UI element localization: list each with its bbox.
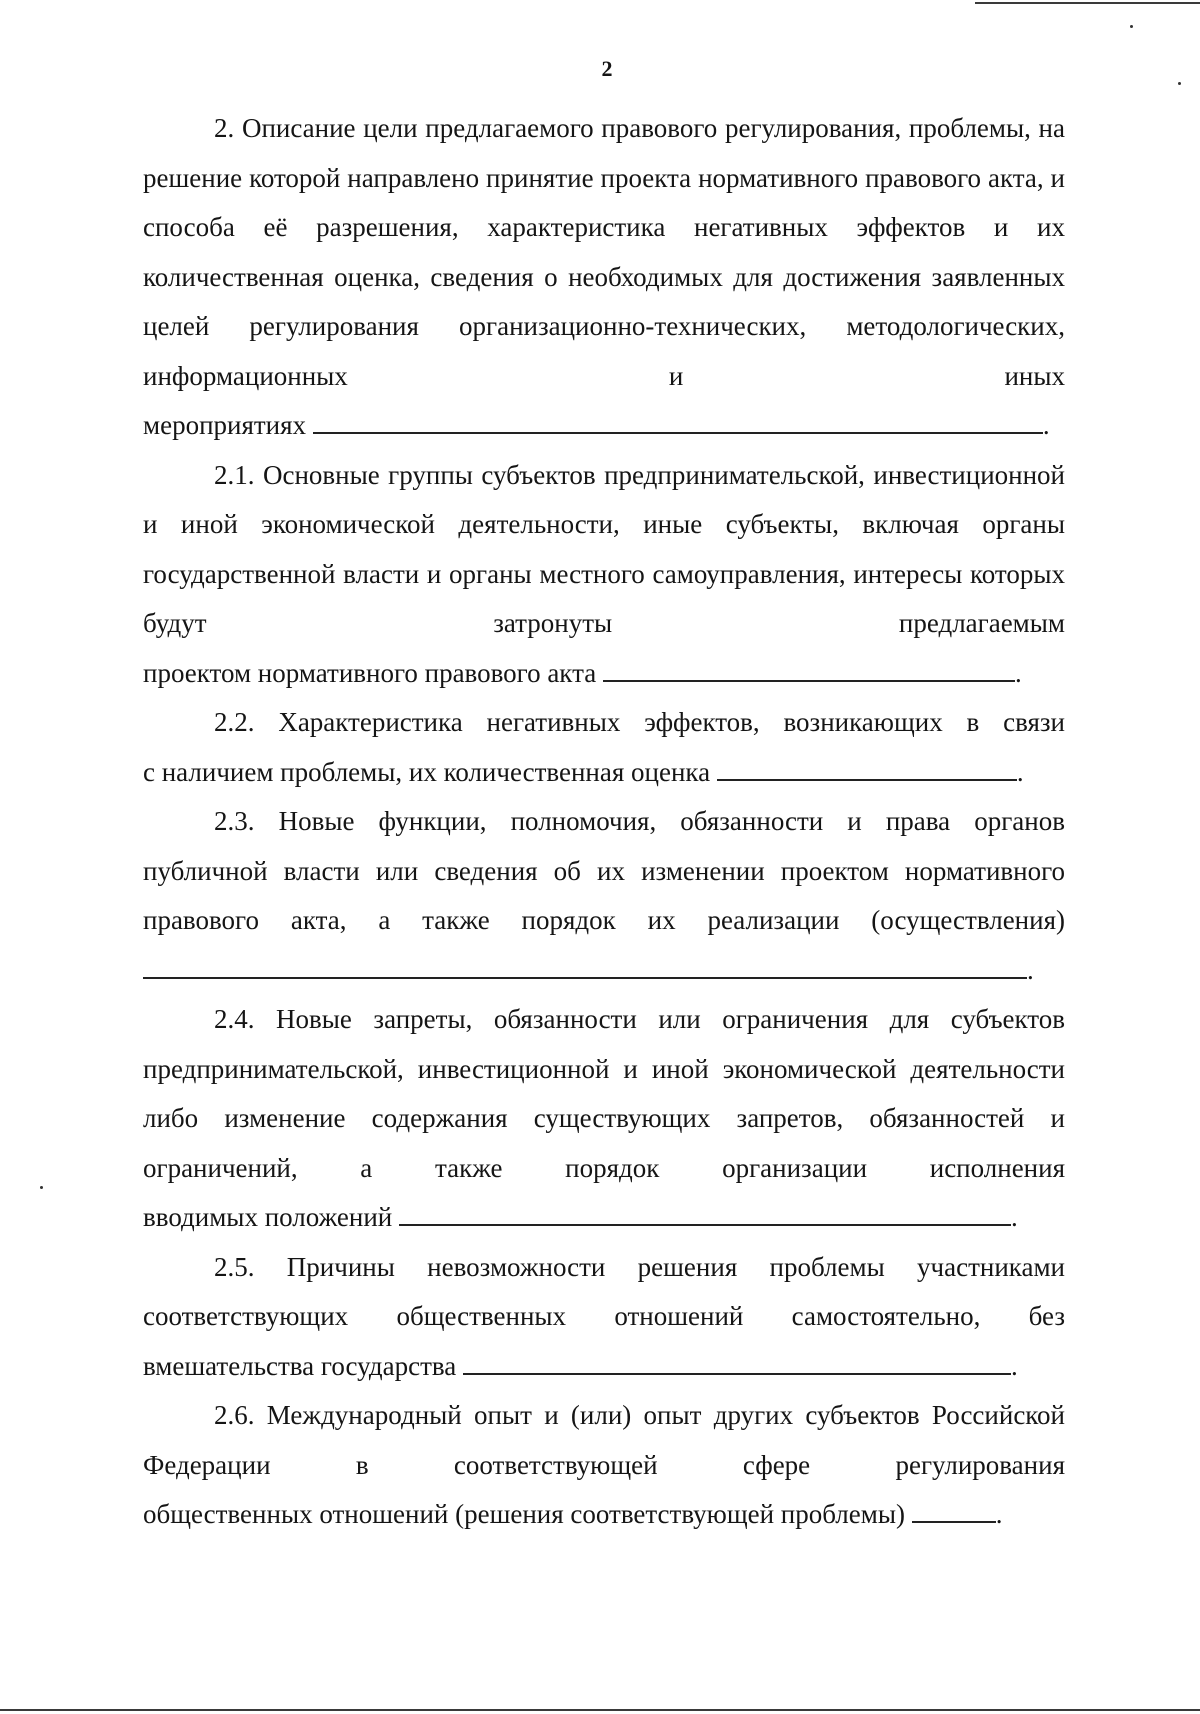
section-2-4-last-line-text: вводимых положений	[143, 1202, 393, 1232]
section-2-2-end-mark: .	[1016, 756, 1024, 787]
fill-in-blank	[717, 755, 1017, 781]
section-2-2-text: 2.2. Характеристика негативных эффектов, возникающих в связи	[214, 707, 1065, 737]
section-2-5-last-line-text: вмешательства государства	[143, 1350, 457, 1381]
fill-in-blank	[143, 953, 1027, 979]
scan-edge-line-bottom	[0, 1709, 1200, 1711]
section-2-1-text: 2.1. Основные группы субъектов предпринимательской, инвестиционной и иной экономической деятельности, иные субъекты, включая органы государственной власти и органы местного самоуправления, интересы которых будут затронуты предлагаемым	[143, 459, 1065, 638]
section-2-2-last-line-text: с наличием проблемы, их количественная оценка	[143, 756, 711, 787]
scan-speck	[1178, 82, 1181, 85]
scan-speck	[1130, 25, 1133, 28]
section-2-1-end-mark: .	[1014, 657, 1022, 688]
section-2-5-text: 2.5. Причины невозможности решения проблемы участниками соответствующих общественных отношений самостоятельно, без	[143, 1251, 1065, 1331]
section-2-5-end-mark: .	[1011, 1350, 1018, 1381]
section-2-6-last-line	[143, 1490, 1065, 1540]
fill-in-blank	[912, 1497, 996, 1523]
fill-in-blank	[313, 408, 1043, 434]
section-2-6-end-mark: .	[995, 1499, 1003, 1529]
section-2-last-line-text: мероприятиях	[143, 410, 307, 440]
section-2-5-last-line	[143, 1342, 1065, 1392]
section-2-4-text: 2.4. Новые запреты, обязанности или ограничения для субъектов предпринимательской, инвестиционной и иной экономической деятельности либо изменение содержания существующих запретов, обязанностей и ограничений, а также порядок организации исполнения	[143, 1004, 1065, 1183]
fill-in-blank	[603, 656, 1015, 682]
section-2-6-last-line-text: общественных отношений (решения соответствующей проблемы)	[143, 1499, 905, 1529]
page-number: 2	[601, 56, 613, 81]
scan-edge-line-top	[975, 2, 1200, 4]
section-2-end-mark: .	[1042, 410, 1050, 440]
section-2-text: 2. Описание цели предлагаемого правового регулирования, проблемы, на решение которой направлено принятие проекта нормативного правового акта, и способа её разрешения, характеристика негативных эффектов и их количественная оценка, сведения о необходимых для достижения заявленных целей регулирования организационно-технических, методологических, информационных и иных	[143, 113, 1065, 391]
fill-in-blank	[399, 1200, 1011, 1226]
scan-speck	[40, 1186, 43, 1189]
section-2-1-last-line	[143, 649, 1065, 699]
section-2-3-text: 2.3. Новые функции, полномочия, обязанности и права органов публичной власти или сведения об их изменении проектом нормативного правового акта, а также порядок их реализации (осуществления)	[143, 806, 1065, 935]
section-2-last-line	[143, 401, 1065, 451]
section-2-3-end-mark: .	[1027, 954, 1034, 985]
section-2-4-end-mark: .	[1010, 1202, 1018, 1232]
section-2-3-blank-line	[143, 946, 1065, 996]
section-2-2-last-line	[143, 748, 1065, 798]
document-body	[143, 104, 1065, 1540]
section-2-4-last-line	[143, 1193, 1065, 1243]
section-2-1-last-line-text: проектом нормативного правового акта	[143, 657, 597, 688]
section-2-6-text: 2.6. Международный опыт и (или) опыт других субъектов Российской Федерации в соответствующей сфере регулирования	[143, 1400, 1065, 1480]
fill-in-blank	[463, 1349, 1011, 1375]
